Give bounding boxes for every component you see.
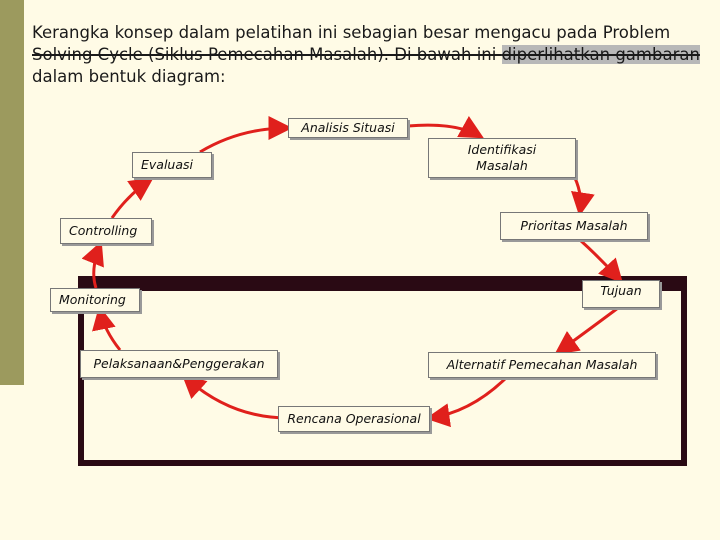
arrow-analisis-identifikasi bbox=[408, 125, 480, 136]
node-monitoring: Monitoring bbox=[50, 288, 140, 312]
arrow-tujuan-alternatif bbox=[558, 308, 618, 352]
intro-line-3: dalam bentuk diagram: bbox=[32, 67, 226, 86]
node-identifikasi-masalah bbox=[428, 138, 576, 178]
arrow-alternatif-rencana bbox=[430, 376, 508, 418]
arrow-identifikasi-prioritas bbox=[572, 172, 581, 212]
intro-line-2-strike: Solving Cycle (Siklus Pemecahan Masalah). Di bawah ini bbox=[32, 45, 502, 64]
node-evaluasi: Evaluasi bbox=[132, 152, 212, 178]
arrow-prioritas-tujuan bbox=[580, 240, 620, 280]
node-controlling: Controlling bbox=[60, 218, 152, 244]
arrow-rencana-pelaksanaan bbox=[185, 377, 288, 418]
node-identifikasi-line-1: Identifikasi bbox=[467, 142, 537, 157]
node-rencana-operasional: Rencana Operasional bbox=[278, 406, 430, 432]
arrow-pelaksanaan-monitoring bbox=[100, 310, 120, 350]
node-pelaksanaan-penggerakan: Pelaksanaan&Penggerakan bbox=[80, 350, 278, 378]
node-tujuan: Tujuan bbox=[582, 280, 660, 308]
node-analisis-situasi: Analisis Situasi bbox=[288, 118, 408, 138]
node-identifikasi-line-2: Masalah bbox=[476, 158, 528, 173]
arrow-controlling-evaluasi bbox=[112, 180, 150, 218]
node-alternatif-pemecahan-masalah: Alternatif Pemecahan Masalah bbox=[428, 352, 656, 378]
intro-line-1: Kerangka konsep dalam pelatihan ini sebagian besar mengacu pada Problem bbox=[32, 23, 671, 42]
intro-line-2-marked: diperlihatkan gambaran bbox=[501, 45, 700, 64]
arrow-monitoring-controlling bbox=[94, 245, 100, 288]
arrow-evaluasi-analisis bbox=[200, 128, 288, 152]
node-prioritas-masalah: Prioritas Masalah bbox=[500, 212, 648, 240]
